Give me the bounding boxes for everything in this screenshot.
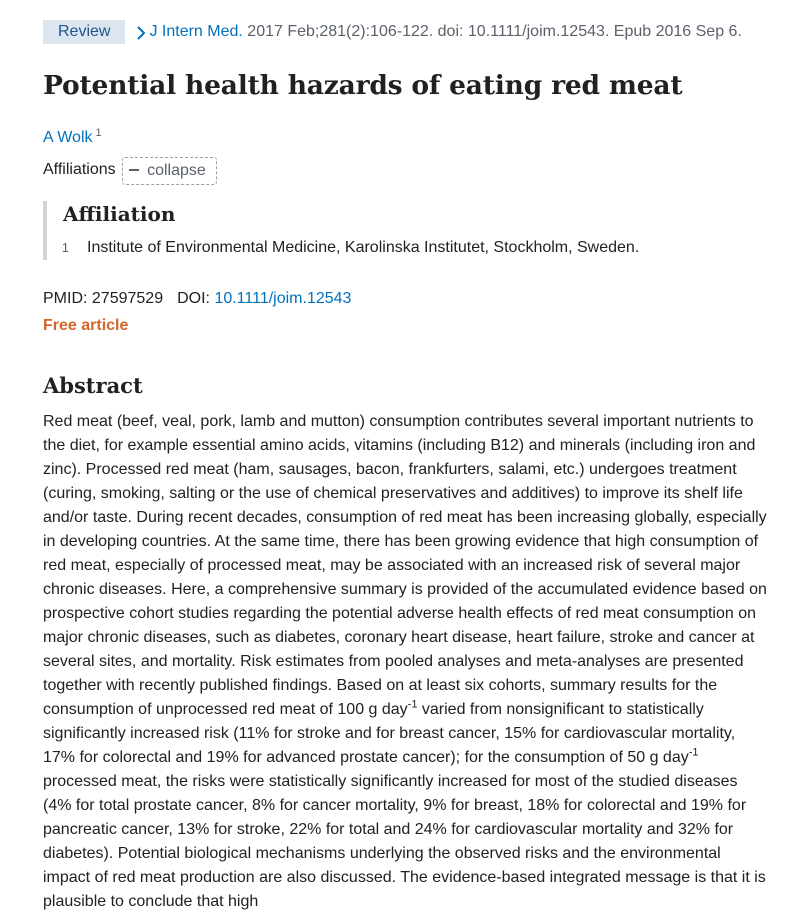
unit-superscript: -1: [688, 746, 699, 759]
author-link[interactable]: A Wolk: [43, 129, 93, 146]
collapse-label: collapse: [147, 162, 206, 179]
unit-superscript: -1: [407, 698, 418, 711]
citation-line: [43, 20, 742, 44]
affiliation-heading: Affiliation: [63, 202, 176, 226]
affiliations-row: [43, 157, 217, 185]
affiliation-text: Institute of Environmental Medicine, Karolinska Institutet, Stockholm, Sweden.: [87, 239, 640, 256]
affiliation-item: [43, 236, 639, 260]
pmid-label: PMID:: [43, 290, 88, 307]
doi-link[interactable]: 10.1111/joim.12543: [214, 290, 352, 307]
article-title: Potential health hazards of eating red meat: [43, 70, 683, 101]
doi-label: DOI:: [177, 290, 210, 307]
abstract-part-2: varied from nonsignificant to statistically significantly increased risk (11% for stroke and for breast cancer, 15% for cardiovascular mortality, 17% for colorectal and 19% for advanced prostate cancer); for the consumption of 50 g day: [43, 701, 736, 766]
chevron-right-icon[interactable]: [135, 20, 149, 44]
abstract-part-3: processed meat, the risks were statistically significantly increased for most of the studied diseases (4% for total prostate cancer, 8% for cancer mortality, 9% for breast, 18% for colorectal and 19% for pancreatic cancer, 13% for stroke, 22% for total and 24% for cardiovascular mortality and 32% for diabetes). Potential biological mechanisms underlying the observed risks and the environmental impact of red meat production are also discussed. The evidence-based integrated message is that it is plausible to conclude that high: [43, 773, 766, 910]
abstract-part-1: Red meat (beef, veal, pork, lamb and mutton) consumption contributes several important nutrients to the diet, for example essential amino acids, vitamins (including B12) and minerals (including iron and zinc). Processed red meat (ham, sausages, bacon, frankfurters, salami, etc.) undergoes treatment (curing, smoking, salting or the use of chemical preservatives and additives) to improve its shelf life and/or taste. During recent decades, consumption of red meat has been increasing globally, especially in developing countries. At the same time, there has been growing evidence that high consumption of red meat, especially of processed meat, may be associated with an increased risk of several major chronic diseases. Here, a comprehensive summary is provided of the accumulated evidence based on prospective cohort studies regarding the potential adverse health effects of red meat consumption on major chronic diseases, such as diabetes, coronary heart disease, heart failure, stroke and cancer at several sites, and mortality. Risk estimates from pooled analyses and meta-analyses are presented together with recently published findings. Based on at least six cohorts, summary results for the consumption of unprocessed red meat of 100 g day: [43, 413, 767, 718]
author-list: [43, 121, 102, 150]
collapse-affiliations-button[interactable]: [122, 157, 217, 185]
affiliation-number: 1: [61, 240, 69, 255]
pmid-value: 27597529: [91, 290, 164, 307]
free-article-label: Free article: [43, 317, 129, 334]
affiliations-label: Affiliations: [43, 161, 116, 178]
author-affiliation-ref: 1: [95, 127, 102, 139]
minus-icon: [129, 169, 139, 171]
abstract-text: [43, 410, 768, 914]
abstract-heading: Abstract: [43, 373, 143, 398]
article-identifiers: [43, 287, 351, 311]
citation-text: 2017 Feb;281(2):106-122. doi: 10.1111/joim.12543. Epub 2016 Sep 6.: [247, 23, 742, 40]
review-badge: Review: [43, 20, 125, 44]
journal-link[interactable]: J Intern Med.: [149, 23, 243, 40]
